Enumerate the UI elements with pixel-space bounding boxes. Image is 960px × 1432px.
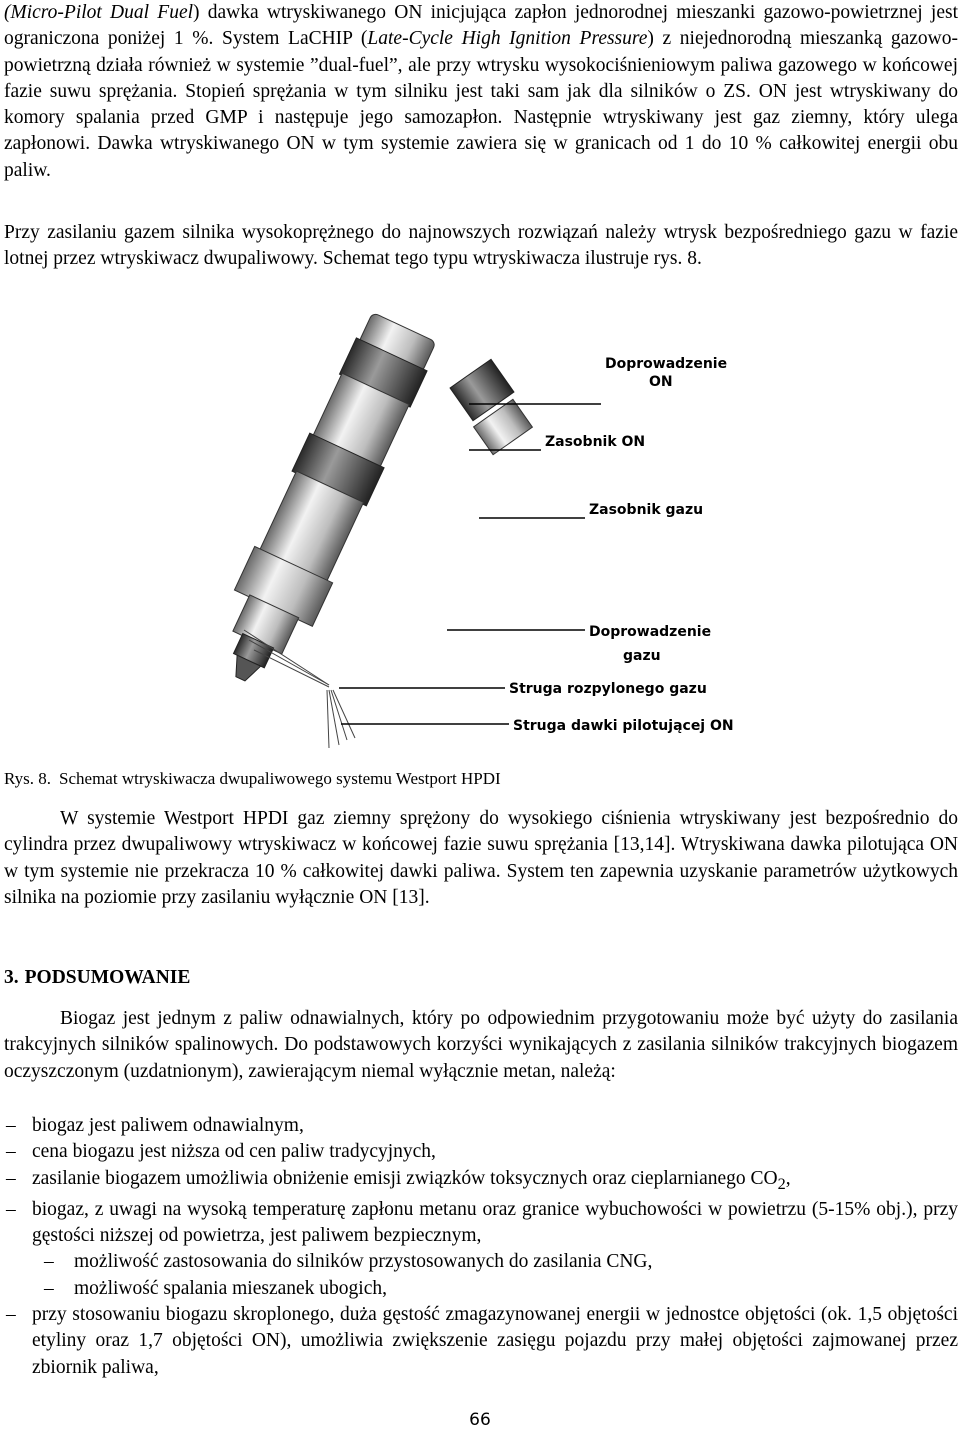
list-item: [4, 1113, 958, 1139]
label-doprowadzenie-gazu-2: gazu: [623, 648, 661, 664]
paragraph-1-text-a: ) dawka wtryskiwanego ON inicjująca zapłon jednorodnej mieszanki gazowo-powietrznej jest ograniczona poniżej 1 %. System LaCHIP (: [4, 2, 958, 50]
paragraph-3: W systemie Westport HPDI gaz ziemny sprężony do wysokiego ciśnienia wtryskiwany jest bezpośrednio do cylindra przez dwupaliwowy wtryskiwacz w końcowej fazie suwu sprężania [13,14]. Wtryskiwana dawka pilotująca ON w tym systemie nie przekracza 10 % całkowitej dawki paliwa. System ten zapewnia uzyskanie parametrów użytkowych silnika na poziomie przy zasilaniu wyłącznie ON [13].: [4, 808, 958, 908]
list-item: [4, 1197, 958, 1250]
list-item-text: zasilanie biogazem umożliwia obniżenie emisji związków toksycznych oraz cieplarnianego CO: [32, 1167, 778, 1189]
section-number: 3.: [4, 967, 19, 988]
label-zasobnik-gazu: Zasobnik gazu: [589, 502, 704, 518]
list-item-text-end: ,: [785, 1167, 791, 1189]
sub-list-item: [4, 1276, 958, 1302]
label-zasobnik-on: Zasobnik ON: [545, 434, 646, 450]
paragraph-4: Biogaz jest jednym z paliw odnawialnych, który po odpowiednim przygotowaniu może być użyty do zasilania trakcyjnych silników spalinowych. Do podstawowych korzyści wynikających z zasilania silników trakcyjnych biogazem oczyszczonym (uzdatnionym), zawierającym niemal wyłącznie metan, należą:: [4, 1008, 958, 1082]
list-dash: –: [6, 1303, 16, 1325]
label-doprowadzenie-on-1: Doprowadzenie: [605, 356, 728, 372]
label-struga-on: Struga dawki pilotującej ON: [513, 718, 734, 734]
list-dash: –: [6, 1167, 16, 1189]
list-dash: –: [6, 1141, 16, 1163]
sub-list-item-text: możliwość zastosowania do silników przystosowanych do zasilania CNG,: [74, 1251, 653, 1273]
co2-subscript: 2: [777, 1174, 786, 1193]
paragraph-2: Przy zasilaniu gazem silnika wysokoprężnego do najnowszych rozwiązań należy wtrysk bezpośredniego gazu w fazie lotnej przez wtryskiwacz dwupaliwowy. Schemat tego typu wtryskiwacza ilustruje rys. 8.: [4, 222, 958, 270]
caption-label: Rys. 8.: [4, 769, 52, 788]
list-item: [4, 1139, 958, 1165]
sub-list-item-text: możliwość spalania mieszanek ubogich,: [74, 1277, 387, 1299]
list-item: [4, 1302, 958, 1381]
figure-caption: [4, 768, 958, 790]
list-dash: –: [6, 1115, 16, 1136]
paragraph-1: [4, 0, 958, 184]
section-title: PODSUMOWANIE: [24, 967, 191, 988]
caption-text: Schemat wtryskiwacza dwupaliwowego systemu Westport HPDI: [59, 769, 501, 788]
list-item-text: biogaz jest paliwem odnawialnym,: [32, 1115, 304, 1136]
list-dash: –: [44, 1277, 54, 1299]
label-doprowadzenie-gazu-1: Doprowadzenie: [589, 624, 712, 640]
list-item: [4, 1166, 958, 1197]
label-doprowadzenie-on-2: ON: [649, 374, 673, 390]
sub-list-item: [4, 1249, 958, 1275]
injector-body: [229, 309, 443, 697]
section-heading: [4, 967, 190, 989]
injector-figure: [229, 300, 739, 755]
benefits-list: [4, 1113, 958, 1381]
injector-diagram: [229, 300, 739, 755]
page-number: 66: [469, 1410, 491, 1430]
list-dash: –: [6, 1198, 16, 1220]
fuel-fittings: [450, 359, 532, 454]
paragraph-1-text-b: ) z niejednorodną mieszanką gazowo-powietrzną działa również w systemie ”dual-fuel”, ale przy wtrysku wysokociśnieniowym paliwa gazowego w końcowej fazie suwu sprężania. Stopień sprężania w tym silniku jest taki sam jak dla silników o ZS. ON jest wtryskiwany do komory spalania przed GMP i następuje jego samozapłon. Następnie wtryskiwany jest gaz ziemny, który ulega zapłonowi. Dawka wtryskiwanego ON w tym systemie zawiera się w granicach od 1 do 10 % całkowitej energii obu paliw.: [4, 28, 958, 181]
paragraph-1-italic-a: (Micro-Pilot Dual Fuel: [4, 2, 194, 23]
paragraph-1-italic-b: Late-Cycle High Ignition Pressure: [367, 28, 648, 50]
list-item-text: cena biogazu jest niższa od cen paliw tradycyjnych,: [32, 1141, 436, 1163]
list-dash: –: [44, 1251, 54, 1273]
list-item-text: biogaz, z uwagi na wysoką temperaturę zapłonu metanu oraz granice wybuchowości w powietrzu (5-15% obj.), przy gęstości niższej od powietrza, jest paliwem bezpiecznym,: [32, 1198, 958, 1247]
list-item-text: przy stosowaniu biogazu skroplonego, duża gęstość zmagazynowanej energii w jednostce objętości (ok. 1,5 objętości etyliny oraz 1,7 objętości ON), umożliwia zwiększenie zasięgu pojazdu przy małej objętości zajmowanej przez zbiornik paliwa,: [32, 1303, 958, 1378]
label-struga-gazu: Struga rozpylonego gazu: [509, 681, 707, 697]
